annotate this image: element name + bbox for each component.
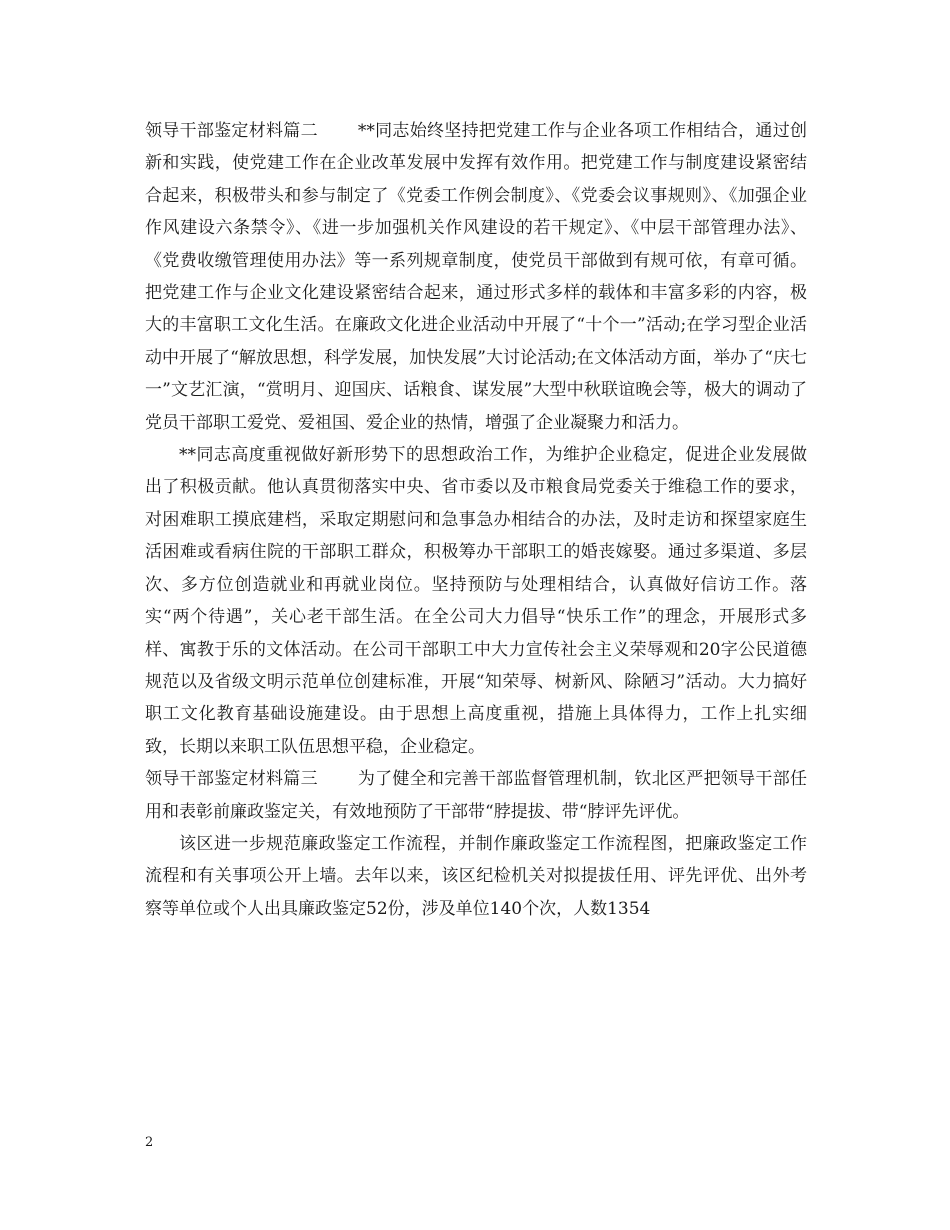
- paragraph-text: **同志高度重视做好新形势下的思想政治工作，为维护企业稳定，促进企业发展做出了积极贡献。他认真贯彻落实中央、省市委以及市粮食局党委关于维稳工作的要求，对困难职工摸底建档，采取定期慰问和急事急办相结合的办法，及时走访和探望家庭生活困难或看病住院的干部职工群众，积极筹办干部职工的婚丧嫁娶。通过多渠道、多层次、多方位创造就业和再就业岗位。坚持预防与处理相结合，认真做好信访工作。落实“两个待遇”，关心老干部生活。在全公司大力倡导“快乐工作”的理念，开展形式多样、寓教于乐的文体活动。在公司干部职工中大力宣传社会主义荣辱观和20字公民道德规范以及省级文明示范单位创建标准，开展“知荣辱、树新风、除陋习”活动。大力搞好职工文化教育基础设施建设。由于思想上高度重视，措施上具体得力，工作上扎实细致，长期以来职工队伍思想平稳，企业稳定。: [145, 445, 807, 757]
- section-heading-part-three: 领导干部鉴定材料篇三: [145, 769, 318, 790]
- paragraph-text: 该区进一步规范廉政鉴定工作流程，并制作廉政鉴定工作流程图，把廉政鉴定工作流程和有关事项公开上墙。去年以来，该区纪检机关对拟提拔任用、评先评优、出外考察等单位或个人出具廉政鉴定52份，涉及单位140个次，人数1354: [145, 833, 807, 919]
- paragraph-part-two-intro: [145, 115, 807, 439]
- paragraph-political-work: [145, 439, 807, 763]
- paragraph-text: **同志始终坚持把党建工作与企业各项工作相结合，通过创新和实践，使党建工作在企业改革发展中发挥有效作用。把党建工作与制度建设紧密结合起来，积极带头和参与制定了《党委工作例会制度》、《党委会议事规则》、《加强企业作风建设六条禁令》、《进一步加强机关作风建设的若干规定》、《中层干部管理办法》、《党费收缴管理使用办法》等一系列规章制度，使党员干部做到有规可依，有章可循。把党建工作与企业文化建设紧密结合起来，通过形式多样的载体和丰富多彩的内容，极大的丰富职工文化生活。在廉政文化进企业活动中开展了“十个一”活动;在学习型企业活动中开展了“解放思想，科学发展，加快发展”大讨论活动;在文体活动方面，举办了“庆七一”文艺汇演，“赏明月、迎国庆、话粮食、谋发展”大型中秋联谊晚会等，极大的调动了党员干部职工爱党、爱祖国、爱企业的热情，增强了企业凝聚力和活力。: [145, 121, 808, 433]
- page-number: 2: [145, 1135, 154, 1150]
- paragraph-workflow: [145, 828, 807, 925]
- section-heading-part-two: 领导干部鉴定材料篇二: [145, 121, 318, 141]
- document-body: [145, 115, 807, 925]
- paragraph-part-three-intro: [145, 763, 807, 828]
- paragraph-text: 为了健全和完善干部监督管理机制，钦北区严把领导干部任用和表彰前廉政鉴定关，有效地预防了干部带“脖提拔、带“脖评先评优。: [145, 769, 808, 822]
